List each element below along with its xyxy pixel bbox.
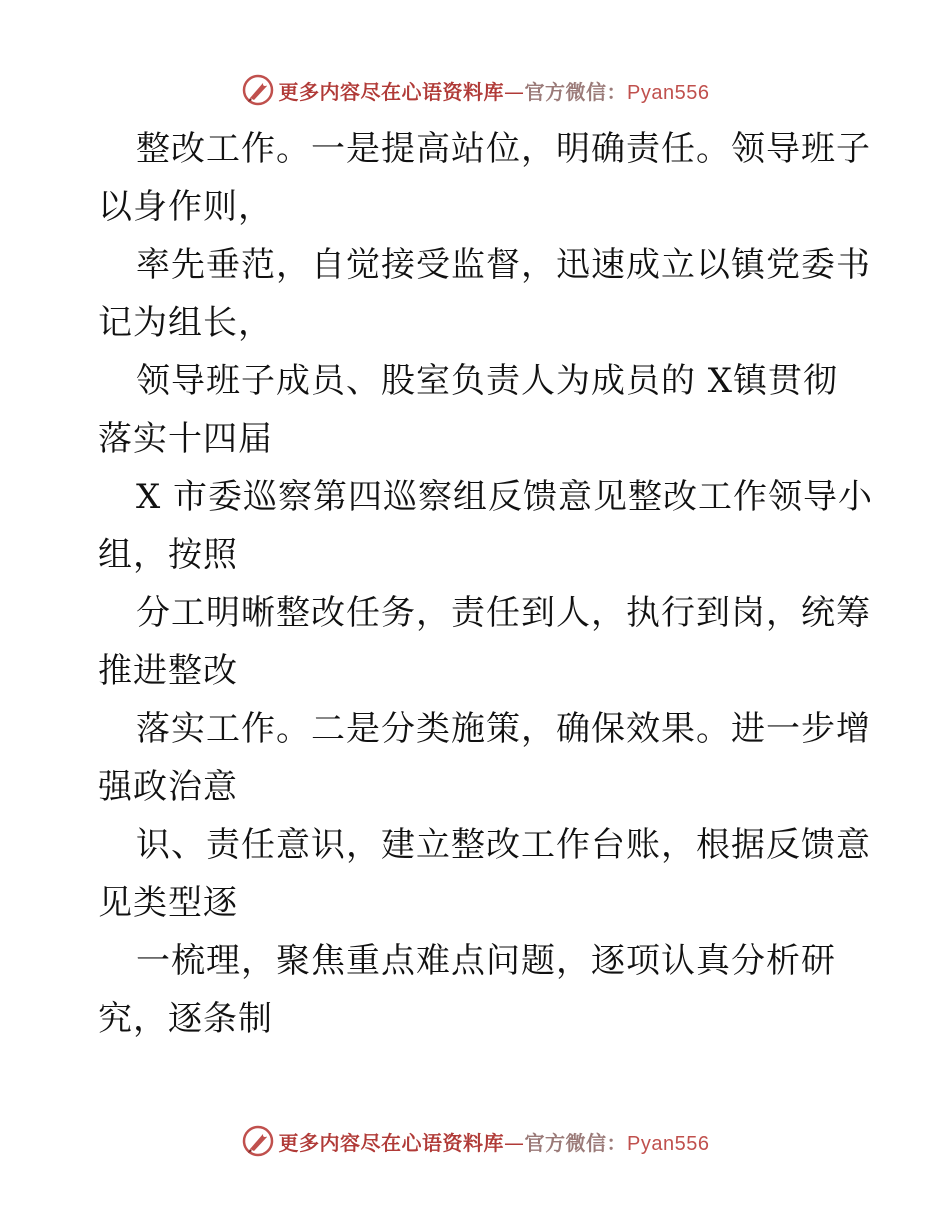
line-second: 推进整改 xyxy=(98,651,238,691)
line-second: 强政治意 xyxy=(98,767,238,807)
banner-dash: — xyxy=(504,79,525,104)
line-first: 率先垂范，自觉接受监督，迅速成立以镇党委书 xyxy=(136,245,871,285)
paragraph-line xyxy=(98,816,871,932)
banner-site-name: 更多内容尽在心语资料库 xyxy=(278,1130,505,1155)
line-first: 分工明晰整改任务，责任到人，执行到岗，统筹 xyxy=(136,593,871,633)
paragraph-line xyxy=(98,352,858,468)
paragraph-line xyxy=(98,468,874,584)
banner-wechat-label: 官方微信： xyxy=(524,79,628,104)
banner-wechat-id: Pyan556 xyxy=(627,81,710,104)
banner-wechat-id: Pyan556 xyxy=(627,1132,710,1155)
pen-logo-icon xyxy=(241,73,275,107)
line-first: 识、责任意识，建立整改工作台账，根据反馈意 xyxy=(136,825,871,865)
banner-text xyxy=(279,1127,710,1156)
footer-banner xyxy=(0,1121,950,1161)
paragraph-line xyxy=(98,584,871,700)
line-second: 落实十四届 xyxy=(98,419,273,459)
line-first: 落实工作。二是分类施策，确保效果。进一步增 xyxy=(136,709,871,749)
line-second: 组，按照 xyxy=(98,535,238,575)
line-second: 以身作则， xyxy=(98,187,273,227)
document-body xyxy=(98,120,874,1048)
paragraph-line xyxy=(98,700,871,816)
pen-logo-icon xyxy=(241,1124,275,1158)
banner-text xyxy=(279,76,710,105)
banner-site-name: 更多内容尽在心语资料库 xyxy=(278,79,505,104)
paragraph-line xyxy=(98,120,871,236)
banner-dash: — xyxy=(504,1130,525,1155)
paragraph-line xyxy=(98,932,858,1048)
line-first: 领导班子成员、股室负责人为成员的 X镇贯彻 xyxy=(136,361,839,401)
line-second: 究，逐条制 xyxy=(98,999,273,1039)
line-second: 记为组长， xyxy=(98,303,273,343)
line-first: X 市委巡察第四巡察组反馈意见整改工作领导小 xyxy=(136,477,874,517)
header-banner xyxy=(0,70,950,110)
line-second: 见类型逐 xyxy=(98,883,238,923)
paragraph-line xyxy=(98,236,871,352)
banner-wechat-label: 官方微信： xyxy=(524,1130,628,1155)
line-first: 一梳理，聚焦重点难点问题，逐项认真分析研 xyxy=(136,941,836,981)
line-first: 整改工作。一是提高站位，明确责任。领导班子 xyxy=(136,129,871,169)
